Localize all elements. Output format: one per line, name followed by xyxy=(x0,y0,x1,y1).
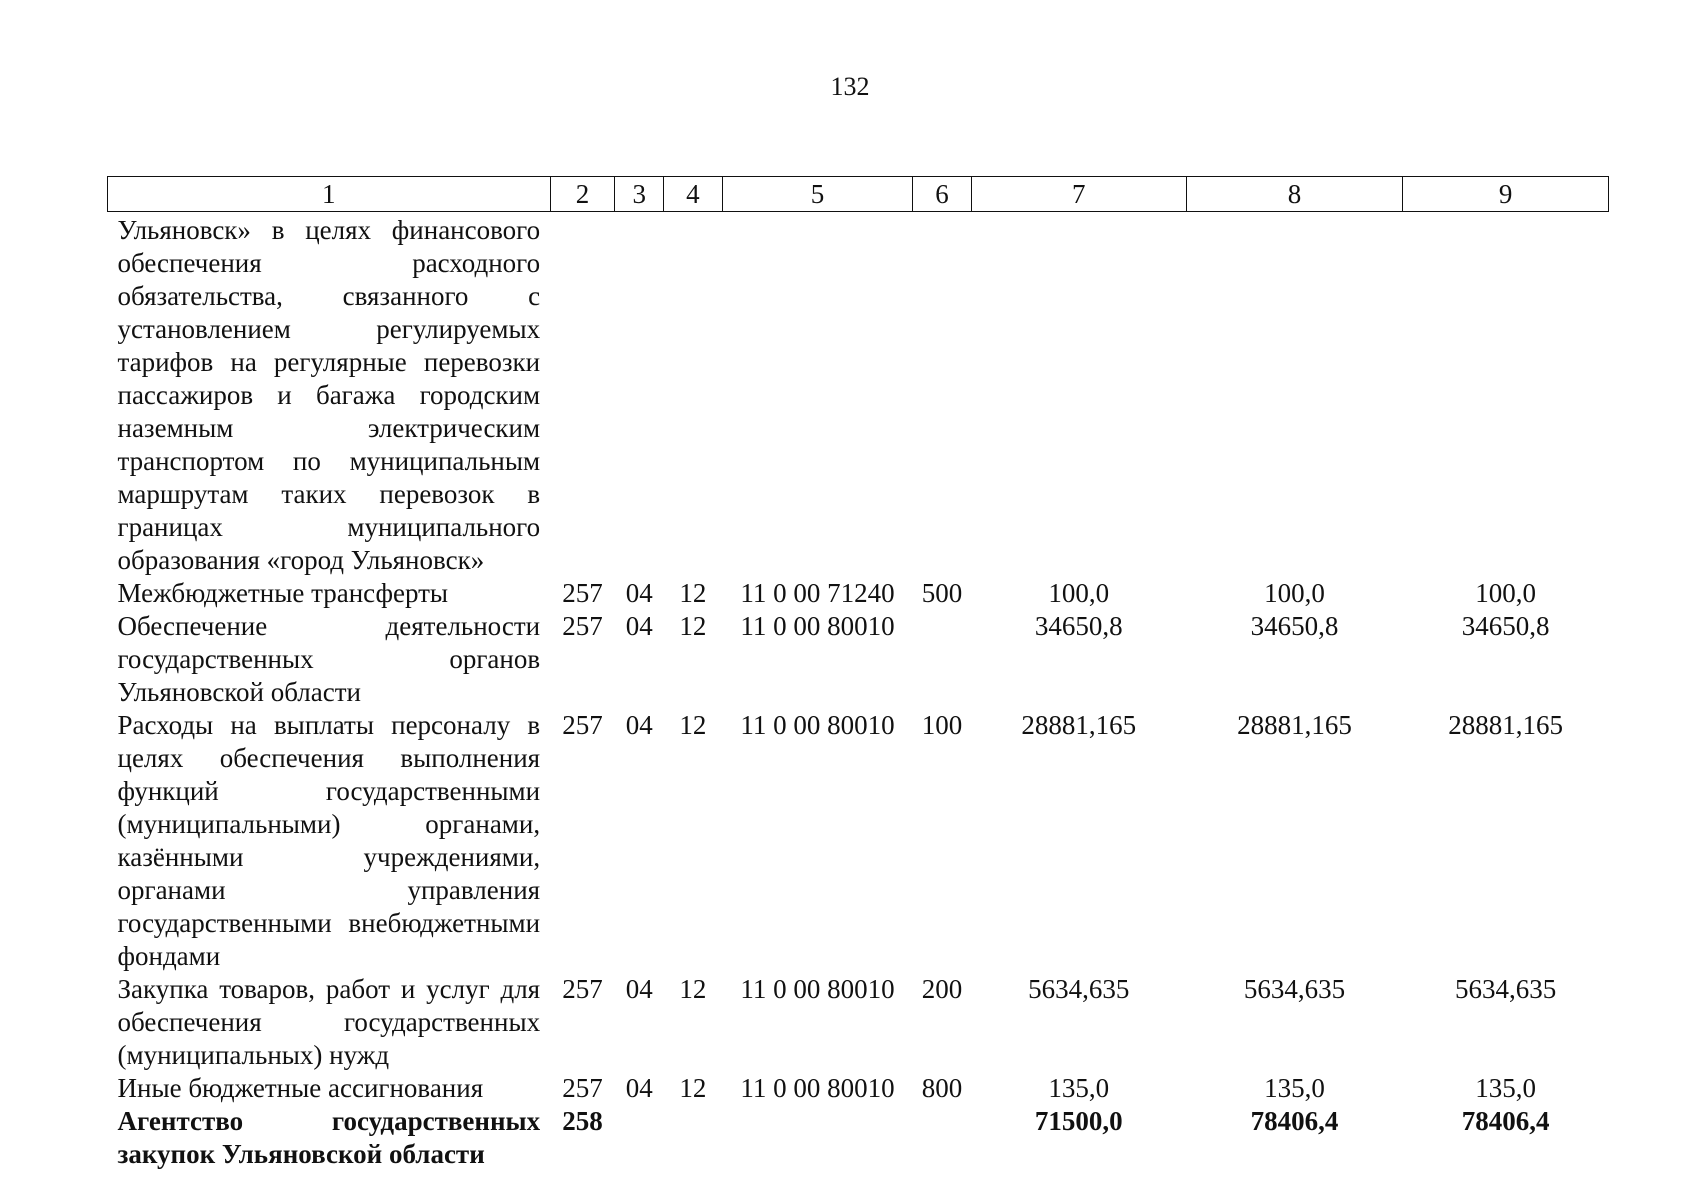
table-row xyxy=(108,610,1609,709)
cell-code-5: 11 0 00 80010 xyxy=(740,1073,895,1103)
cell-code-3: 04 xyxy=(625,578,653,608)
row-name: Ульяновск» в целях финансового обеспечения расходного обязательства, связанного с установлением регулируемых тарифов на регулярные перевозки пассажиров и багажа городским наземным электрическим транспортом по муниципальным маршрутам таких перевозок в границах муниципального образования «город Ульяновск» xyxy=(117,215,541,575)
cell-amount-8: 28881,165 xyxy=(1237,710,1352,740)
table-row xyxy=(108,709,1609,973)
cell-code-4: 12 xyxy=(679,1073,707,1103)
row-name: Расходы на выплаты персоналу в целях обеспечения выполнения функций государственными (муниципальными) органами, казёнными учреждениями, органами управления государственными внебюджетными фондами xyxy=(117,710,541,971)
table-row xyxy=(108,1072,1609,1105)
cell-amount-7: 71500,0 xyxy=(1034,1106,1123,1136)
cell-code-6 xyxy=(913,610,972,709)
row-name: Обеспечение деятельности государственных органов Ульяновской области xyxy=(117,611,541,707)
cell-amount-7: 28881,165 xyxy=(1021,710,1137,740)
header-cell-6: 6 xyxy=(913,177,972,212)
cell-code-5: 11 0 00 80010 xyxy=(740,974,895,1004)
cell-code-2: 257 xyxy=(562,710,603,740)
cell-amount-8: 34650,8 xyxy=(1250,611,1339,641)
cell-amount-9: 135,0 xyxy=(1475,1073,1537,1103)
cell-code-2: 258 xyxy=(562,1106,603,1136)
cell-code-4: 12 xyxy=(679,578,707,608)
cell-amount-9: 28881,165 xyxy=(1448,710,1564,740)
cell-amount-8: 5634,635 xyxy=(1243,974,1346,1004)
header-cell-3: 3 xyxy=(615,177,664,212)
cell-code-2: 257 xyxy=(562,611,603,641)
header-cell-4: 4 xyxy=(664,177,723,212)
header-cell-9: 9 xyxy=(1403,177,1609,212)
page-number: 132 xyxy=(830,72,870,101)
table-row-continuation xyxy=(108,212,1609,578)
header-cell-7: 7 xyxy=(971,177,1186,212)
cell-code-5 xyxy=(722,1105,912,1171)
cell-code-2: 257 xyxy=(562,1073,603,1103)
cell-code-4 xyxy=(664,1105,723,1171)
cell-amount-8: 135,0 xyxy=(1264,1073,1325,1103)
header-cell-5: 5 xyxy=(722,177,912,212)
cell-amount-7: 100,0 xyxy=(1048,578,1110,608)
cell-code-4: 12 xyxy=(679,710,707,740)
table-row xyxy=(108,973,1609,1072)
header-cell-2: 2 xyxy=(550,177,615,212)
row-name: Агентство государственных закупок Ульяновской области xyxy=(117,1106,541,1169)
cell-code-6 xyxy=(913,1105,972,1171)
header-row xyxy=(108,177,1609,212)
row-name: Межбюджетные трансферты xyxy=(117,578,449,608)
cell-code-3: 04 xyxy=(625,1073,653,1103)
cell-amount-7: 34650,8 xyxy=(1034,611,1123,641)
cell-code-3: 04 xyxy=(625,710,653,740)
cell-amount-9: 5634,635 xyxy=(1455,974,1557,1004)
cell-code-6: 200 xyxy=(921,974,963,1004)
cell-code-3: 04 xyxy=(625,611,653,641)
row-name: Закупка товаров, работ и услуг для обеспечения государственных (муниципальных) нужд xyxy=(117,974,541,1070)
cell-amount-7: 135,0 xyxy=(1048,1073,1110,1103)
cell-code-2: 257 xyxy=(562,974,603,1004)
cell-code-3: 04 xyxy=(625,974,653,1004)
cell-code-6: 800 xyxy=(921,1073,963,1103)
cell-code-5: 11 0 00 71240 xyxy=(740,578,895,608)
cell-code-6: 100 xyxy=(921,710,963,740)
cell-code-5: 11 0 00 80010 xyxy=(740,710,895,740)
cell-amount-9: 34650,8 xyxy=(1461,611,1550,641)
header-cell-8: 8 xyxy=(1186,177,1403,212)
cell-amount-8: 100,0 xyxy=(1264,578,1325,608)
cell-code-6: 500 xyxy=(921,578,963,608)
cell-code-3 xyxy=(615,1105,664,1171)
row-name: Иные бюджетные ассигнования xyxy=(117,1073,484,1103)
header-cell-1: 1 xyxy=(108,177,551,212)
table-row-agency-total xyxy=(108,1105,1609,1171)
cell-code-4: 12 xyxy=(679,611,707,641)
cell-code-5: 11 0 00 80010 xyxy=(740,611,895,641)
cell-amount-9: 78406,4 xyxy=(1461,1106,1550,1136)
cell-amount-8: 78406,4 xyxy=(1250,1106,1339,1136)
table-row xyxy=(108,577,1609,610)
cell-code-4: 12 xyxy=(679,974,707,1004)
budget-table xyxy=(107,176,1609,1171)
cell-amount-7: 5634,635 xyxy=(1028,974,1130,1004)
cell-code-2: 257 xyxy=(562,578,603,608)
cell-amount-9: 100,0 xyxy=(1475,578,1537,608)
